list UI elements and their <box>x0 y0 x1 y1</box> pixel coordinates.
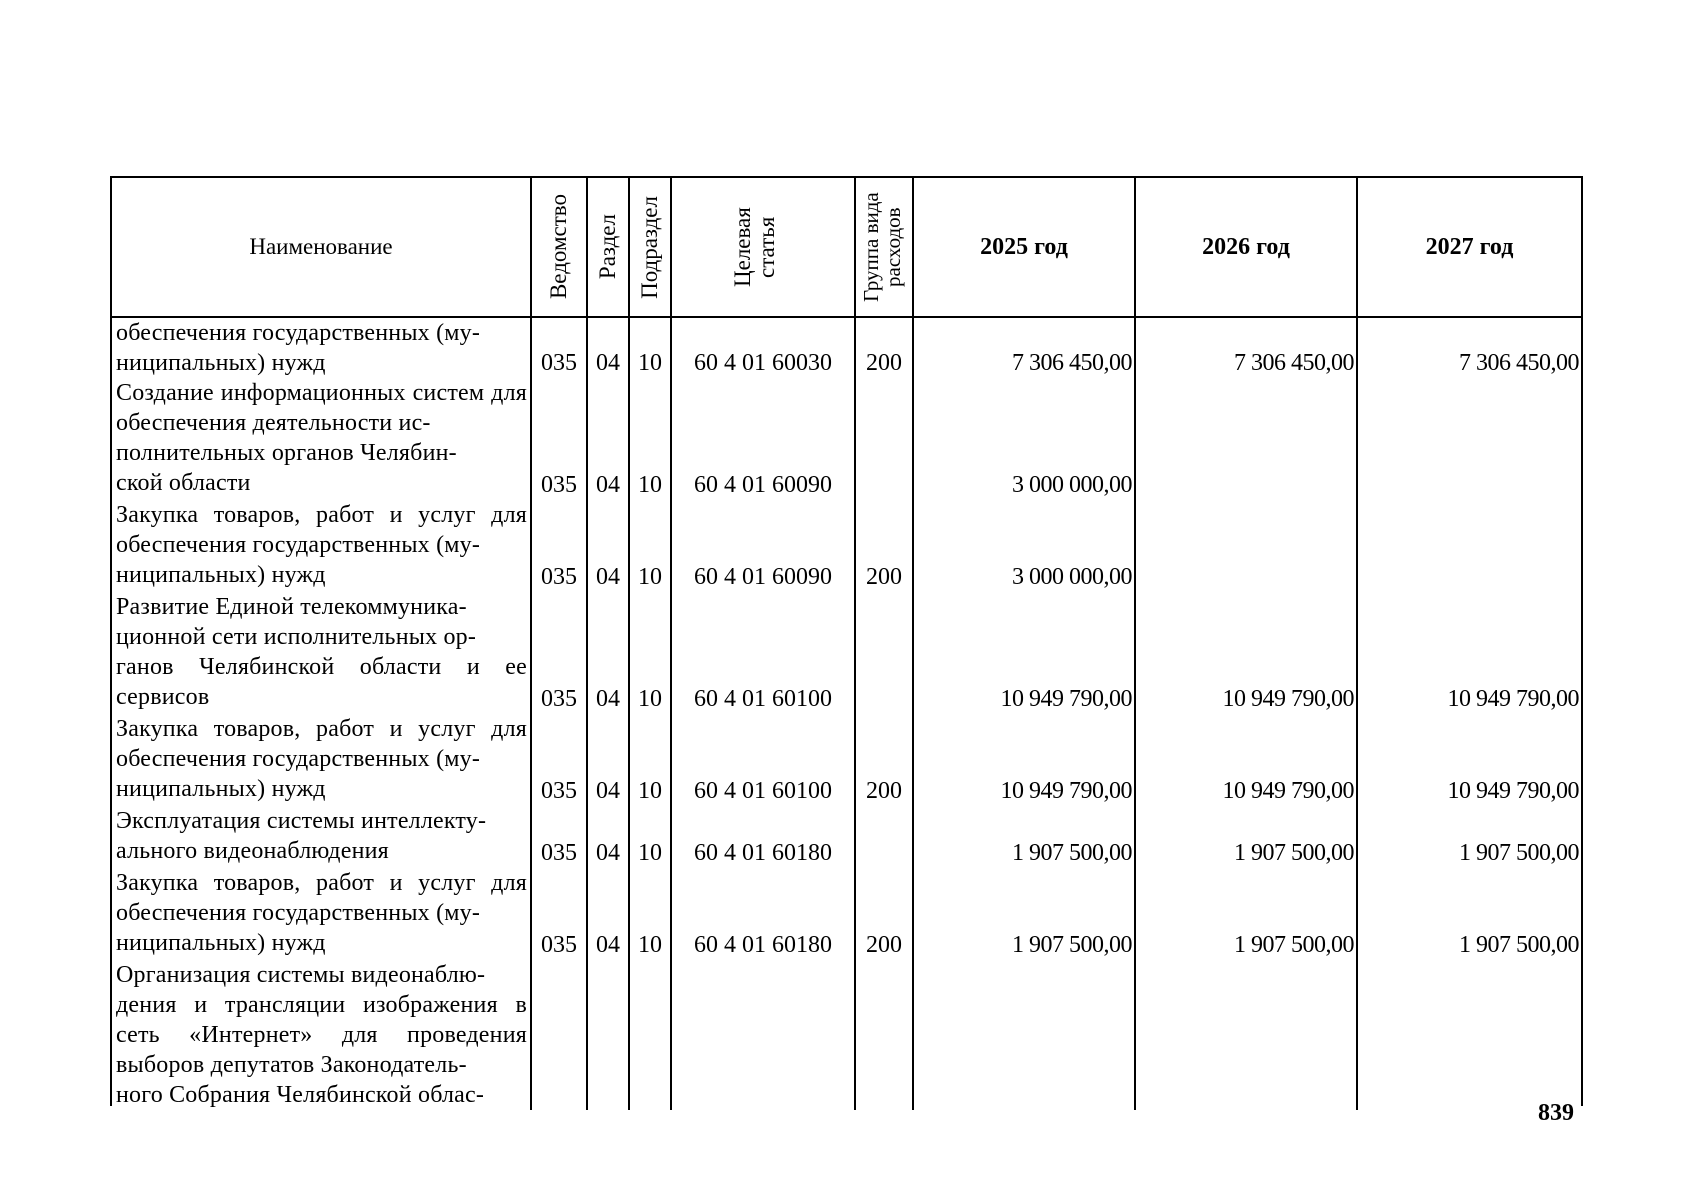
row-name-cell: Развитие Единой телекоммуника- ционной сети исполнительных ор- ганов Челябинской области и ее сервисов <box>112 592 532 714</box>
row-subsection-cell: 10 <box>630 592 672 714</box>
row-2027-cell <box>1358 960 1581 1110</box>
row-department-cell: 035 <box>532 592 588 714</box>
row-section-cell: 04 <box>588 714 630 806</box>
row-target-article-cell: 60 4 01 60180 <box>672 868 856 960</box>
header-2026: 2026 год <box>1136 178 1358 318</box>
row-section-cell: 04 <box>588 592 630 714</box>
row-name-cell: обеспечения государственных (му- ниципальных) нужд <box>112 318 532 378</box>
row-subsection-cell: 10 <box>630 500 672 592</box>
row-section-cell: 04 <box>588 500 630 592</box>
row-2026-cell: 10 949 790,00 <box>1136 592 1358 714</box>
row-2026-cell <box>1136 960 1358 1110</box>
table-header <box>112 178 1581 318</box>
row-2026-cell: 10 949 790,00 <box>1136 714 1358 806</box>
row-department-cell: 035 <box>532 868 588 960</box>
row-expense-group-cell <box>856 960 914 1110</box>
row-subsection-cell: 10 <box>630 378 672 500</box>
row-name-cell: Закупка товаров, работ и услуг для обеспечения государственных (му- ниципальных) нужд <box>112 714 532 806</box>
row-name-cell: Создание информационных систем для обеспечения деятельности ис- полнительных органов Челябин- ской области <box>112 378 532 500</box>
row-subsection-cell: 10 <box>630 806 672 868</box>
row-expense-group-cell: 200 <box>856 318 914 378</box>
row-2026-cell: 1 907 500,00 <box>1136 806 1358 868</box>
row-section-cell: 04 <box>588 378 630 500</box>
row-subsection-cell <box>630 960 672 1110</box>
row-subsection-cell: 10 <box>630 318 672 378</box>
table-row <box>112 868 1581 960</box>
row-target-article-cell: 60 4 01 60100 <box>672 714 856 806</box>
header-name: Наименование <box>112 178 532 318</box>
row-2027-cell <box>1358 378 1581 500</box>
row-expense-group-cell <box>856 806 914 868</box>
row-expense-group-cell: 200 <box>856 868 914 960</box>
row-2025-cell: 3 000 000,00 <box>914 378 1136 500</box>
header-section: Раздел <box>588 178 630 318</box>
row-2027-cell: 10 949 790,00 <box>1447 686 1579 712</box>
row-2025-cell: 1 907 500,00 <box>914 806 1136 868</box>
header-expense-group: Группа вида расходов <box>856 178 914 318</box>
row-2027-cell: 1 907 500,00 <box>1459 932 1579 958</box>
row-department-cell: 035 <box>532 714 588 806</box>
row-section-cell: 04 <box>588 868 630 960</box>
row-2025-cell: 1 907 500,00 <box>914 868 1136 960</box>
row-section-cell <box>588 960 630 1110</box>
row-department-cell: 035 <box>532 318 588 378</box>
header-2025: 2025 год <box>914 178 1136 318</box>
row-subsection-cell: 10 <box>630 868 672 960</box>
row-2027-cell: 10 949 790,00 <box>1447 778 1579 804</box>
row-target-article-cell: 60 4 01 60030 <box>672 318 856 378</box>
table-row <box>112 806 1581 868</box>
budget-table <box>110 176 1583 1106</box>
row-expense-group-cell: 200 <box>856 714 914 806</box>
row-2027-cell <box>1358 500 1581 592</box>
row-expense-group-cell <box>856 592 914 714</box>
row-subsection-cell: 10 <box>630 714 672 806</box>
row-2025-cell: 3 000 000,00 <box>914 500 1136 592</box>
header-target-article: Целевая статья <box>672 178 856 318</box>
row-expense-group-cell <box>856 378 914 500</box>
row-department-cell: 035 <box>532 378 588 500</box>
row-name-cell: Организация системы видеонаблю- дения и трансляции изображения в сеть «Интернет» для проведения выборов депутатов Законодатель- ного Собрания Челябинской облас- <box>112 960 532 1110</box>
page-number: 839 <box>1538 1100 1574 1126</box>
table-row <box>112 592 1581 714</box>
row-department-cell: 035 <box>532 500 588 592</box>
row-department-cell <box>532 960 588 1110</box>
row-target-article-cell <box>672 960 856 1110</box>
row-name-cell: Закупка товаров, работ и услуг для обеспечения государственных (му- ниципальных) нужд <box>112 500 532 592</box>
header-department: Ведомство <box>532 178 588 318</box>
row-target-article-cell: 60 4 01 60090 <box>672 500 856 592</box>
row-2027-cell: 7 306 450,00 <box>1459 350 1579 376</box>
table-row <box>112 378 1581 500</box>
row-2025-cell <box>914 960 1136 1110</box>
row-section-cell: 04 <box>588 318 630 378</box>
row-2026-cell: 1 907 500,00 <box>1136 868 1358 960</box>
row-section-cell: 04 <box>588 806 630 868</box>
row-2025-cell: 10 949 790,00 <box>914 714 1136 806</box>
table-body <box>112 318 1581 1110</box>
row-expense-group-cell: 200 <box>856 500 914 592</box>
row-target-article-cell: 60 4 01 60100 <box>672 592 856 714</box>
row-2026-cell <box>1136 500 1358 592</box>
row-name-cell: Эксплуатация системы интеллекту- ального видеонаблюдения <box>112 806 532 868</box>
row-2025-cell: 10 949 790,00 <box>914 592 1136 714</box>
row-department-cell: 035 <box>532 806 588 868</box>
table-row <box>112 500 1581 592</box>
row-target-article-cell: 60 4 01 60180 <box>672 806 856 868</box>
table-row <box>112 714 1581 806</box>
row-2026-cell <box>1136 378 1358 500</box>
table-row <box>112 960 1581 1110</box>
table-row <box>112 318 1581 378</box>
row-2027-cell: 1 907 500,00 <box>1459 840 1579 866</box>
row-name-cell: Закупка товаров, работ и услуг для обеспечения государственных (му- ниципальных) нужд <box>112 868 532 960</box>
row-2025-cell: 7 306 450,00 <box>914 318 1136 378</box>
header-subsection: Подраздел <box>630 178 672 318</box>
row-2026-cell: 7 306 450,00 <box>1136 318 1358 378</box>
row-target-article-cell: 60 4 01 60090 <box>672 378 856 500</box>
header-2027: 2027 год <box>1358 178 1581 318</box>
